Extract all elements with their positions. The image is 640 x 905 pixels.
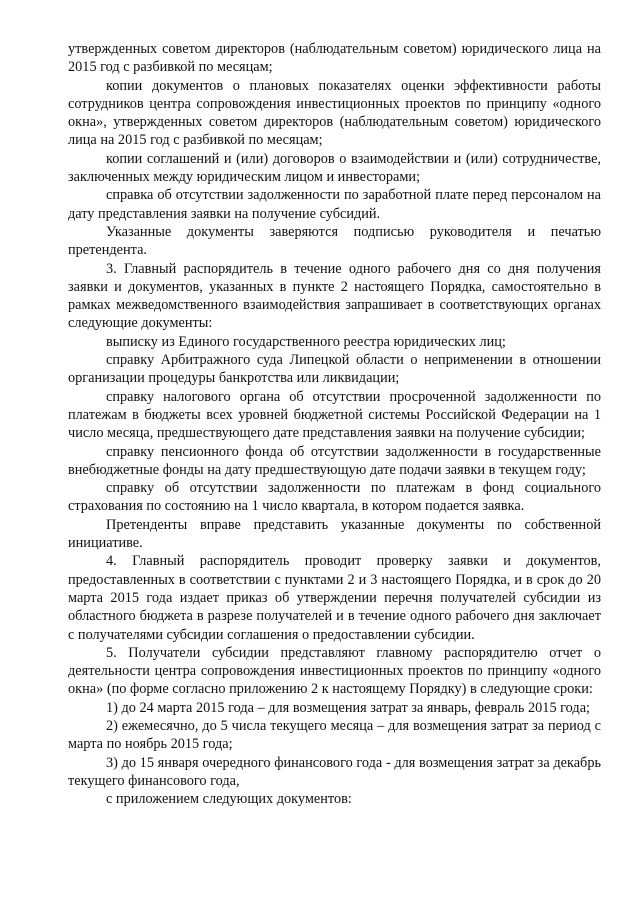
paragraph-pension-certificate: справку пенсионного фонда об отсутствии задолженности в государственные внебюджетные фонды на дату предшествующую дате подачи заявки в текущем году; [68,443,601,478]
paragraph-agreements-copies: копии соглашений и (или) договоров о взаимодействии и (или) сотрудничестве, заключенных между юридическим лицом и инвесторами; [68,150,601,186]
paragraph-arbitration-certificate: справку Арбитражного суда Липецкой области о неприменении в отношении организации процедуры банкротства или ликвидации; [68,352,601,387]
paragraph-continuation: утвержденных советом директоров (наблюдательным советом) юридического лица на 2015 год с разбивкой по месяцам; [68,41,601,76]
paragraph-documents-certification: Указанные документы заверяются подписью руководителя и печатью претендента. [68,223,601,259]
paragraph-deadline-1: 1) до 24 марта 2015 года – для возмещения затрат за январь, февраль 2015 года; [106,699,591,716]
paragraph-attachments-intro: с приложением следующих документов: [106,791,352,808]
paragraph-salary-debt-certificate: справка об отсутствии задолженности по заработной плате перед персоналом на дату представления заявки на получение субсидий. [68,187,601,222]
paragraph-egrul-extract: выписку из Единого государственного реестра юридических лиц; [106,333,506,350]
paragraph-item-3: 3. Главный распорядитель в течение одного рабочего дня со дня получения заявки и документов, указанных в пункте 2 настоящего Порядка, самостоятельно в рамках межведомственного взаимодействия запрашивает в соответствующих органах следующие документы: [68,260,601,332]
paragraph-social-insurance-certificate: справку об отсутствии задолженности по платежам в фонд социального страхования по состоянию на 1 число квартала, в котором подается заявка. [68,480,601,515]
paragraph-item-4: 4. Главный распорядитель проводит проверку заявки и документов, предоставленных в соответствии с пунктами 2 и 3 настоящего Порядка, и в срок до 20 марта 2015 года издает приказ об утверждении перечня получателей субсидии из областного бюджета в разрезе получателей и в течение одного рабочего дня заключает с получателями субсидии соглашения о предоставлении субсидии. [68,553,601,643]
paragraph-own-initiative: Претенденты вправе представить указанные документы по собственной инициативе. [68,516,601,552]
paragraph-deadline-2: 2) ежемесячно, до 5 числа текущего месяца – для возмещения затрат за период с марта по ноябрь 2015 года; [68,717,601,753]
paragraph-plan-indicators-copies: копии документов о плановых показателях оценки эффективности работы сотрудников центра сопровождения инвестиционных проектов по принципу «одного окна», утвержденных советом директоров (наблюдательным советом) юридического лица на 2015 год с разбивкой по месяцам; [68,77,601,149]
paragraph-item-5: 5. Получатели субсидии представляют главному распорядителю отчет о деятельности центра сопровождения инвестиционных проектов по принципу «одного окна» (по форме согласно приложению 2 к настоящему Порядку) в следующие сроки: [68,644,601,698]
document-body [68,40,601,808]
paragraph-deadline-3: 3) до 15 января очередного финансового года - для возмещения затрат за декабрь текущего финансового года, [68,754,601,789]
paragraph-tax-certificate: справку налогового органа об отсутствии просроченной задолженности по платежам в бюджеты всех уровней бюджетной системы Российской Федерации на 1 число месяца, предшествующего дате представления заявки на получение субсидии; [68,388,601,442]
